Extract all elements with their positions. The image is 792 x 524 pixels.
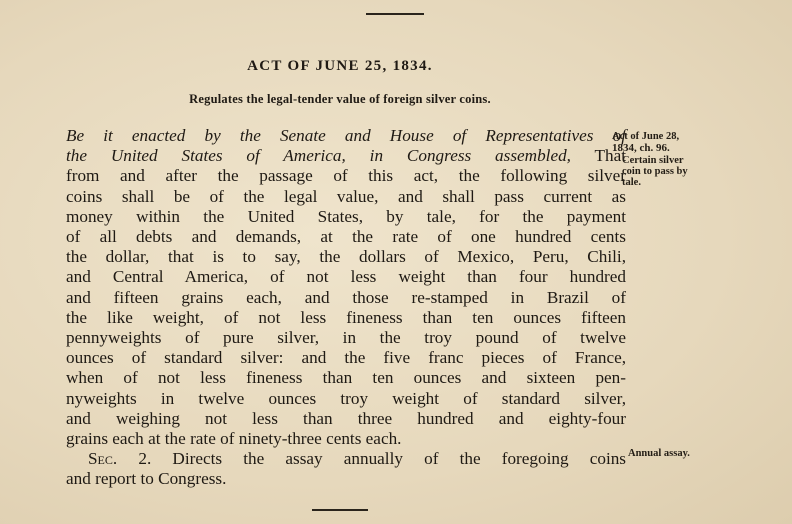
act-body	[66, 126, 626, 490]
body-line	[66, 126, 626, 146]
body-line	[66, 308, 626, 328]
margin-note-act-reference	[612, 131, 732, 154]
body-line-text: coins shall be of the legal value, and shall pass current as	[66, 186, 626, 206]
body-line-text: and Central America, of not less weight than four hundred	[66, 267, 626, 287]
body-line	[66, 409, 626, 429]
body-line-text: money within the United States, by tale, for the payment	[66, 206, 626, 226]
body-line-text: pennyweights of pure silver, in the troy pound of twelve	[66, 328, 626, 348]
section-number: Sec. 2.	[88, 449, 152, 469]
body-line	[66, 368, 626, 388]
silver-coin-line3: tale.	[622, 177, 641, 188]
act-reference-line2: 1834, ch. 96.	[612, 141, 670, 154]
margin-note-annual-assay: Annual assay.	[628, 448, 690, 459]
body-line-text: of all debts and demands, at the rate of one hundred cents	[66, 227, 626, 247]
top-rule	[366, 13, 424, 15]
body-line	[66, 247, 626, 267]
bottom-rule	[312, 509, 368, 511]
body-line	[66, 166, 626, 186]
body-line	[66, 328, 626, 348]
body-line	[66, 429, 626, 449]
act-reference-line1: Act of June 28,	[612, 131, 680, 142]
silver-coin-line1: Certain silver	[622, 155, 684, 166]
section-2-continuation: and report to Congress.	[66, 469, 227, 489]
body-line-text: the United States of America, in Congress assembled,	[66, 146, 571, 166]
section-2-text: Directs the assay annually of the foregoing coins	[172, 449, 626, 469]
act-summary: Regulates the legal-tender value of foreign silver coins.	[189, 92, 491, 106]
body-line-text: when of not less fineness than ten ounces and sixteen pen-	[66, 368, 626, 388]
body-line	[66, 187, 626, 207]
section-2-line	[66, 449, 626, 469]
body-line	[66, 146, 626, 166]
body-line	[66, 389, 626, 409]
body-line-text: nyweights in twelve ounces troy weight of standard silver,	[66, 388, 626, 408]
body-line-text: and weighing not less than three hundred and eighty-four	[66, 408, 626, 428]
margin-note-silver-coin	[622, 155, 732, 188]
act-body-lines	[66, 126, 626, 449]
body-line-text: ounces of standard silver: and the five franc pieces of France,	[66, 348, 626, 368]
body-line	[66, 207, 626, 227]
body-line-text: grains each at the rate of ninety-three cents each.	[66, 429, 402, 449]
body-line	[66, 267, 626, 287]
silver-coin-line2: coin to pass by	[622, 166, 688, 177]
body-line	[66, 348, 626, 368]
body-line-text: Be it enacted by the Senate and House of Representatives of	[66, 126, 626, 145]
body-line-text: the like weight, of not less fineness than ten ounces fifteen	[66, 307, 626, 327]
body-line-text: and fifteen grains each, and those re-stamped in Brazil of	[66, 287, 626, 307]
body-line	[66, 227, 626, 247]
body-line-text: That	[570, 146, 627, 166]
act-title: ACT OF JUNE 25, 1834.	[247, 58, 433, 74]
body-line-text: the dollar, that is to say, the dollars of Mexico, Peru, Chili,	[66, 247, 626, 267]
body-line	[66, 288, 626, 308]
body-line-text: from and after the passage of this act, the following silver	[66, 166, 626, 186]
